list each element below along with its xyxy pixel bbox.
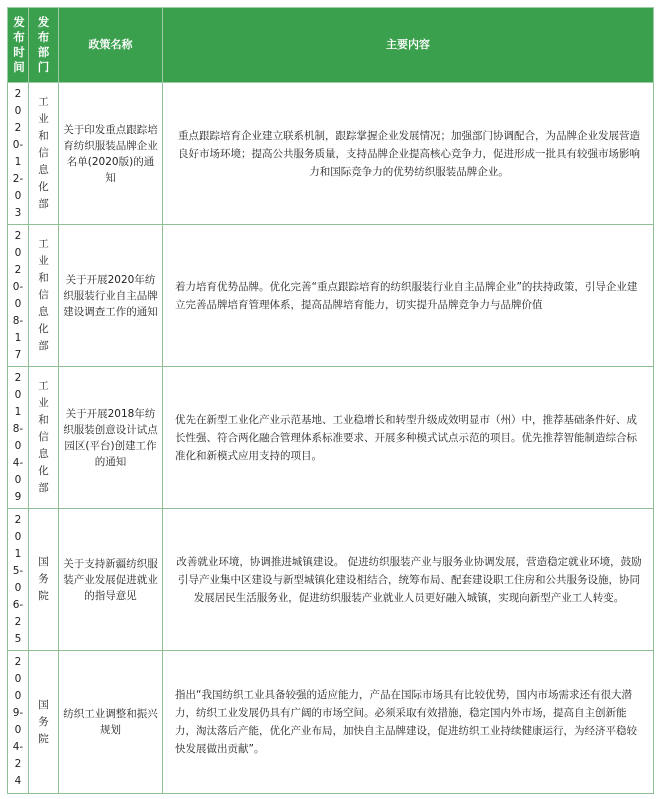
row-policy-name: 关于开展2018年纺织服装创意设计试点园区(平台)创建工作的通知 (59, 367, 163, 509)
row-date: 2020-08-17 (8, 225, 29, 367)
row-policy-name: 关于开展2020年纺织服装行业自主品牌建设调查工作的通知 (59, 225, 163, 367)
table-row (8, 509, 654, 651)
row-content: 优先在新型工业化产业示范基地、工业稳增长和转型升级成效明显市（州）中，推荐基础条件好、成长性强、符合两化融合管理体系标准要求、开展多种模式试点示范的项目。优先推荐智能制造综合标准化和新模式应用支持的项目。 (163, 367, 654, 509)
row-dept: 工业和信息化部 (29, 367, 59, 509)
row-dept: 国务院 (29, 651, 59, 794)
table-row (8, 651, 654, 794)
table-row (8, 367, 654, 509)
row-date: 2009-04-24 (8, 651, 29, 794)
row-policy-name: 关于印发重点跟踪培育纺织服装品牌企业名单(2020版)的通知 (59, 83, 163, 225)
table-row (8, 83, 654, 225)
row-policy-name: 关于支持新疆纺织服装产业发展促进就业的指导意见 (59, 509, 163, 651)
row-dept: 工业和信息化部 (29, 225, 59, 367)
row-content: 着力培育优势品牌。优化完善“重点跟踪培育的纺织服装行业自主品牌企业”的扶持政策，引导企业建立完善品牌培育管理体系，提高品牌培育能力，切实提升品牌竞争力与品牌价值 (163, 225, 654, 367)
policy-table (7, 7, 654, 794)
row-date: 2018-04-09 (8, 367, 29, 509)
table-header-row (8, 8, 654, 83)
row-content: 改善就业环境，协调推进城镇建设。 促进纺织服装产业与服务业协调发展，营造稳定就业环境，鼓励引导产业集中区建设与新型城镇化建设相结合，统筹布局、配套建设职工住房和公共服务设施，协同发展居民生活服务业，促进纺织服装产业就业人员更好融入城镇，实现向新型产业工人转变。 (163, 509, 654, 651)
header-name: 政策名称 (59, 8, 163, 83)
row-policy-name: 纺织工业调整和振兴规划 (59, 651, 163, 794)
row-date: 2020-12-03 (8, 83, 29, 225)
table-row (8, 225, 654, 367)
header-date: 发布时间 (8, 8, 29, 83)
header-dept: 发布部门 (29, 8, 59, 83)
row-content: 重点跟踪培育企业建立联系机制，跟踪掌握企业发展情况；加强部门协调配合，为品牌企业发展营造良好市场环境；提高公共服务质量，支持品牌企业提高核心竞争力，促进形成一批具有较强市场影响力和国际竞争力的优势纺织服装品牌企业。 (163, 83, 654, 225)
row-dept: 工业和信息化部 (29, 83, 59, 225)
row-dept: 国务院 (29, 509, 59, 651)
header-content: 主要内容 (163, 8, 654, 83)
row-content: 指出“我国纺织工业具备较强的适应能力，产品在国际市场具有比较优势，国内市场需求还有很大潜力，纺织工业发展仍具有广阔的市场空间。必须采取有效措施，稳定国内外市场，提高自主创新能力，淘汰落后产能，优化产业布局，加快自主品牌建设，促进纺织工业持续健康运行，为经济平稳较快发展做出贡献”。 (163, 651, 654, 794)
row-date: 2015-06-25 (8, 509, 29, 651)
